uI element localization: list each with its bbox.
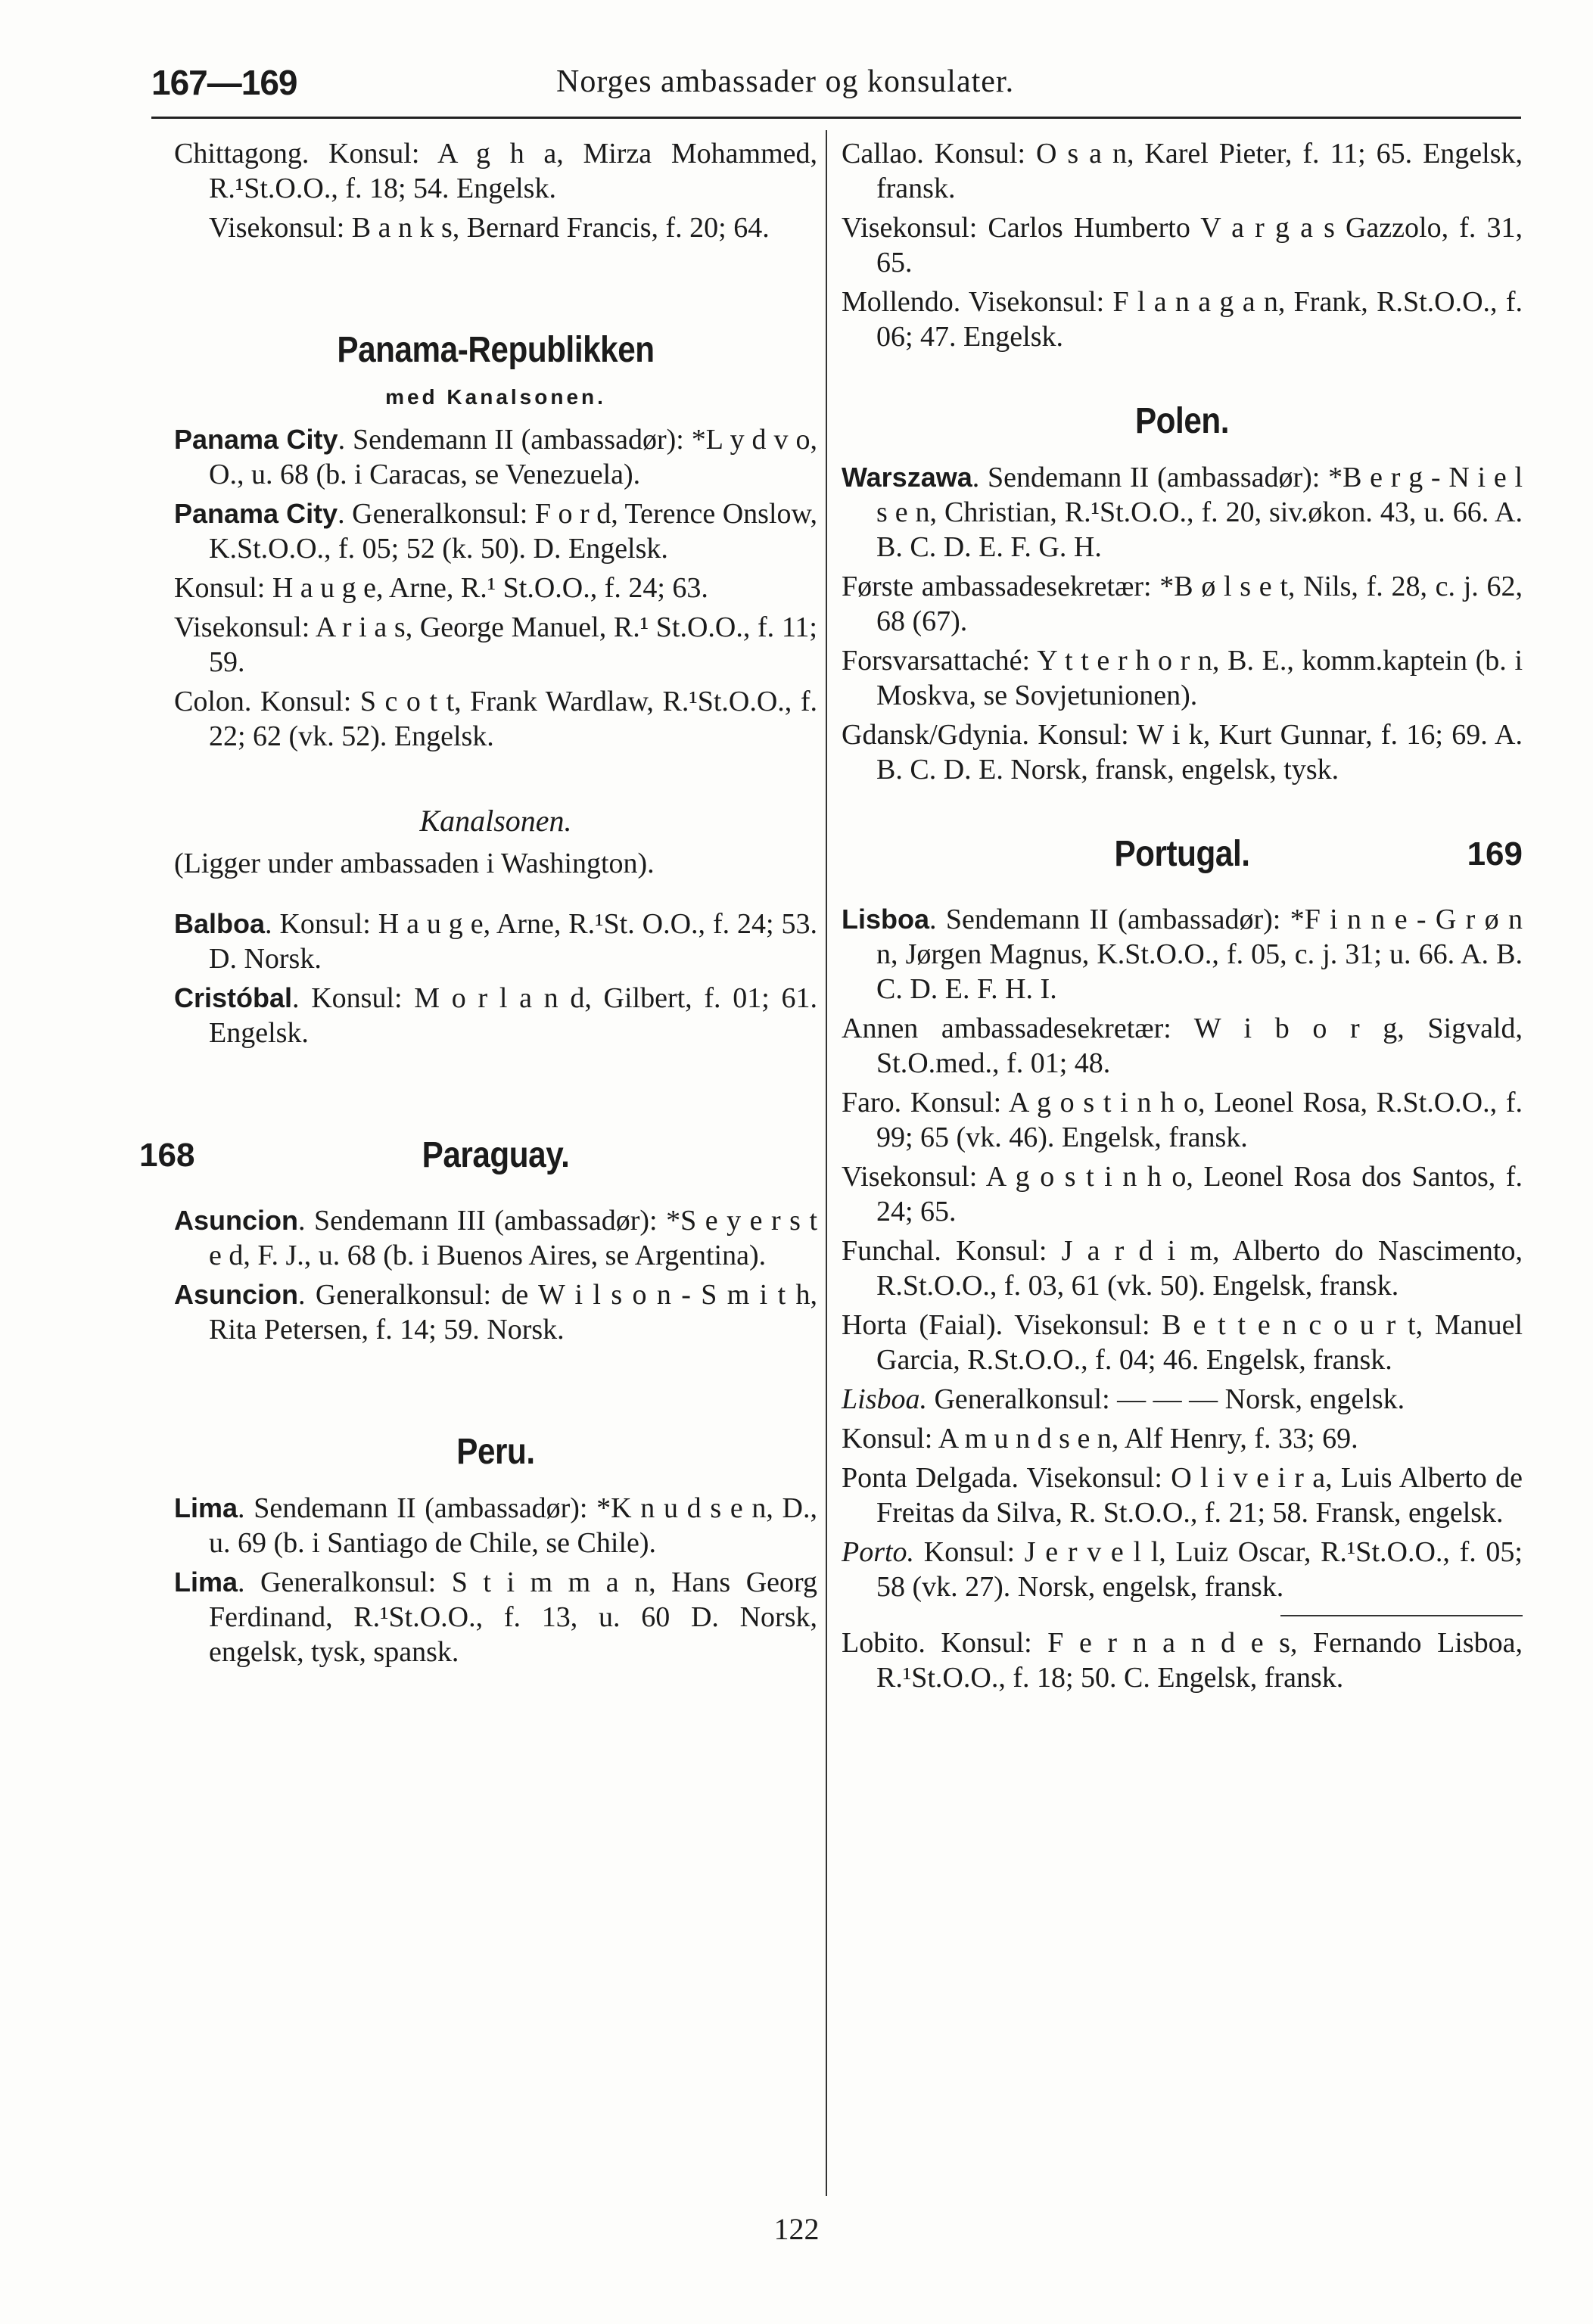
entry-text: . Sendemann III (ambassadør): *S e y e r s t e d, F. J., u. 68 (b. i Buenos Aires, se Argentina). (209, 1205, 817, 1271)
entry-balboa (174, 907, 817, 976)
entry-text: . Generalkonsul: S t i m m a n, Hans Georg Ferdinand, R.¹St.O.O., f. 13, u. 60 D. Norsk, engelsk, tysk, spansk. (209, 1566, 817, 1668)
entry-text: . Generalkonsul: de W i l s o n - S m i t h, Rita Petersen, f. 14; 59. Norsk. (209, 1279, 817, 1346)
entry-text: Visekonsul: B a n k s, Bernard Francis, f. 20; 64. (209, 212, 770, 244)
entry-horta (842, 1308, 1523, 1377)
section-heading-peru: Peru. (456, 1432, 535, 1472)
entry-cristobal (174, 981, 817, 1050)
entry-text: Konsul: H a u g e, Arne, R.¹ St.O.O., f. 24; 63. (174, 572, 708, 604)
entry-callao-visekonsul (842, 210, 1523, 280)
section-heading-polen: Polen. (1134, 401, 1230, 441)
entry-text: Visekonsul: A r i a s, George Manuel, R.¹ St.O.O., f. 11; 59. (174, 611, 817, 678)
entry-panama-5 (174, 684, 817, 754)
paraguay-heading-row (139, 1135, 817, 1182)
entry-callao (842, 136, 1523, 206)
spacer (174, 758, 817, 804)
spacer (174, 1182, 817, 1203)
panama-section (174, 330, 818, 754)
entry-text: Konsul: A g h a, Mirza Mohammed, R.¹St.O.O., f. 18; 54. Engelsk. (209, 138, 817, 204)
column-divider (826, 130, 827, 2196)
entry-faro-visekonsul (842, 1159, 1523, 1229)
entry-text: Mollendo. Visekonsul: F l a n a g a n, Frank, R.St.O.O., f. 06; 47. Engelsk. (842, 286, 1523, 353)
entry-text: Gdansk/Gdynia. Konsul: W i k, Kurt Gunnar, f. 16; 69. A. B. C. D. E. Norsk, fransk, engelsk, tysk. (842, 719, 1523, 786)
entry-lima-2 (174, 1565, 817, 1669)
section-page-number: 168 (139, 1137, 195, 1174)
entry-text: Generalkonsul: — — — Norsk, engelsk. (926, 1383, 1405, 1415)
entry-text: Visekonsul: Carlos Humberto V a r g a s Gazzolo, f. 31, 65. (842, 212, 1523, 278)
peru-continued-section (842, 136, 1523, 354)
entry-lisboa (842, 902, 1523, 1006)
entry-mollendo (842, 285, 1523, 354)
entry-text: . Sendemann II (ambassadør): *F i n n e - G r ø n n, Jørgen Magnus, K.St.O.O., f. 05, c. j. 31; u. 66. A. B. C. D. E. F. H. I. (876, 904, 1523, 1005)
section-page-number: 169 (1467, 835, 1523, 873)
entry-text: Konsul: J e r v e l l, Luiz Oscar, R.¹St.O.O., f. 05; 58 (vk. 27). Norsk, engelsk, fransk. (876, 1536, 1523, 1603)
entry-lima-1 (174, 1491, 817, 1560)
entry-lisboa-sekretaer (842, 1011, 1523, 1081)
entry-text: . Sendemann II (ambassadør): *B e r g - N i e l s e n, Christian, R.¹St.O.O., f. 20, siv.økon. 43, u. 66. A. B. C. D. E. F. G. H. (876, 462, 1523, 563)
header-page-range: 167—169 (151, 63, 297, 102)
entry-text: Ponta Delgada. Visekonsul: O l i v e i r a, Luis Alberto de Freitas da Silva, R. St.O.O., f. 21; 58. Fransk, engelsk. (842, 1462, 1523, 1529)
entry-lobito (842, 1626, 1523, 1695)
right-column (842, 136, 1523, 1700)
entry-panama-2 (174, 496, 817, 566)
entry-text: Første ambassadesekretær: *B ø l s e t, Nils, f. 28, c. j. 62, 68 (67). (842, 571, 1523, 637)
city-label: Lisboa. (842, 1383, 927, 1415)
section-heading-paraguay: Paraguay. (422, 1135, 570, 1175)
entry-panama-4 (174, 610, 817, 680)
city-label: Asuncion (174, 1205, 299, 1236)
entry-asuncion-1 (174, 1203, 817, 1273)
spacer (842, 792, 1523, 837)
entry-asuncion-2 (174, 1277, 817, 1347)
entry-text: Forsvarsattaché: Y t t e r h o r n, B. E., komm.kaptein (b. i Moskva, se Sovjetunionen). (842, 645, 1523, 711)
entry-text: . Konsul: M o r l a n d, Gilbert, f. 01; 61. Engelsk. (209, 982, 817, 1049)
entry-warszawa (842, 460, 1523, 565)
entry-panama-3 (174, 571, 817, 605)
entry-text: . Generalkonsul: F o r d, Terence Onslow, K.St.O.O., f. 05; 52 (k. 50). D. Engelsk. (209, 498, 818, 565)
spacer (174, 1352, 817, 1435)
city-label: Panama City (174, 498, 338, 529)
chittagong-section (174, 136, 817, 245)
entry-chittagong-visekonsul (174, 210, 817, 245)
entry-gdansk (842, 717, 1523, 787)
section-heading-kanalsonen: Kanalsonen. (419, 804, 572, 838)
spacer (174, 1055, 817, 1138)
city-label: Asuncion (174, 1279, 299, 1310)
header-title: Norges ambassader og konsulater. (556, 64, 1015, 99)
left-column (139, 136, 818, 1674)
city-label: Lima (174, 1566, 238, 1598)
peru-section (174, 1432, 817, 1669)
spacer (842, 359, 1523, 404)
entry-text: Horta (Faial). Visekonsul: B e t t e n c o u r t, Manuel Garcia, R.St.O.O., f. 04; 46. Engelsk, fransk. (842, 1309, 1523, 1376)
entry-funchal (842, 1234, 1523, 1303)
entry-faro (842, 1085, 1523, 1155)
paraguay-section (139, 1135, 817, 1347)
portugal-section (842, 834, 1523, 1695)
city-label: Lima (174, 1492, 238, 1523)
entry-chittagong (174, 136, 817, 206)
section-separator-rule (1280, 1615, 1523, 1616)
entry-text: Funchal. Konsul: J a r d i m, Alberto do Nascimento, R.St.O.O., f. 03, 61 (vk. 50). Engelsk, fransk. (842, 1235, 1523, 1302)
portugal-heading-row (842, 834, 1523, 881)
city-label: Panama City (174, 424, 338, 455)
city-label: Lisboa (842, 904, 930, 935)
entry-warszawa-attache (842, 643, 1523, 713)
entry-text: . Konsul: H a u g e, Arne, R.¹St. O.O., f. 24; 53. D. Norsk. (209, 908, 817, 975)
city-label: Balboa (174, 908, 266, 939)
header-rule (151, 117, 1521, 119)
running-header (151, 62, 1521, 109)
city-chittagong: Chittagong. (174, 138, 310, 170)
polen-section (842, 401, 1523, 787)
section-heading-portugal: Portugal. (1114, 834, 1250, 874)
entry-text: . Sendemann II (ambassadør): *K n u d s e n, D., u. 69 (b. i Santiago de Chile, se Chile). (209, 1492, 817, 1559)
entry-text: Faro. Konsul: A g o s t i n h o, Leonel Rosa, R.St.O.O., f. 99; 65 (vk. 46). Engelsk, fransk. (842, 1087, 1523, 1153)
city-label: Cristóbal (174, 982, 293, 1013)
city-label: Warszawa (842, 462, 972, 493)
kanalsonen-section (174, 804, 817, 1050)
entry-lisboa-konsul (842, 1421, 1523, 1456)
city-label: Porto. (842, 1536, 915, 1568)
spacer (842, 881, 1523, 902)
entry-porto (842, 1535, 1523, 1604)
spacer (174, 1470, 817, 1491)
section-subheading-panama: med Kanalsonen. (385, 385, 606, 409)
spacer (174, 885, 817, 907)
spacer (842, 439, 1523, 460)
entry-ponta-delgada (842, 1461, 1523, 1530)
entry-lisboa-generalkonsul (842, 1382, 1523, 1417)
entry-text: Konsul: A m u n d s e n, Alf Henry, f. 33; 69. (842, 1423, 1358, 1454)
entry-text: Lobito. Konsul: F e r n a n d e s, Fernando Lisboa, R.¹St.O.O., f. 18; 50. C. Engelsk, fransk. (842, 1627, 1523, 1694)
entry-text: . Sendemann II (ambassadør): *L y d v o, O., u. 68 (b. i Caracas, se Venezuela). (209, 424, 817, 490)
entry-text: Annen ambassadesekretær: W i b o r g, Sigvald, St.O.med., f. 01; 48. (842, 1013, 1523, 1079)
kanalsonen-note: (Ligger under ambassaden i Washington). (174, 848, 655, 879)
page-folio: 122 (773, 2212, 820, 2246)
entry-text: Visekonsul: A g o s t i n h o, Leonel Rosa dos Santos, f. 24; 65. (842, 1161, 1523, 1227)
entry-text: Colon. Konsul: S c o t t, Frank Wardlaw, R.¹St.O.O., f. 22; 62 (vk. 52). Engelsk. (174, 686, 817, 752)
entry-warszawa-sekretaer (842, 569, 1523, 639)
entry-panama-1 (174, 422, 817, 492)
spacer (174, 250, 817, 333)
section-heading-panama: Panama-Republikken (337, 330, 655, 370)
entry-text: Callao. Konsul: O s a n, Karel Pieter, f. 11; 65. Engelsk, fransk. (842, 138, 1523, 204)
